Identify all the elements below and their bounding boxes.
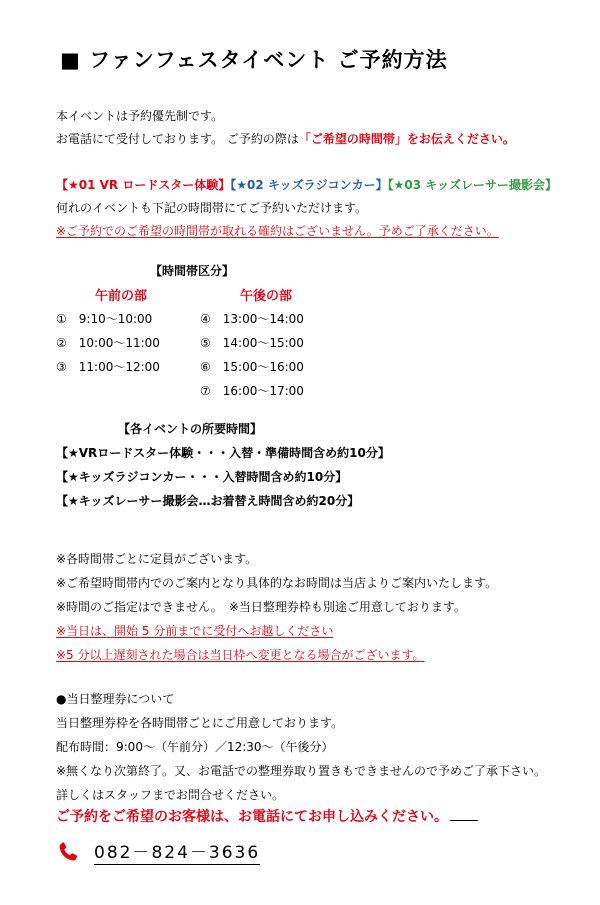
events-note: 何れのイベントも下記の時間帯にてご予約いただけます。 [56,201,368,215]
ticket-line-4: 詳しくはスタッフまでお問合せください。 [56,788,285,802]
event-kids-rc-car: 【★02 キッズラジコンカー】 [230,178,388,192]
events-warning: ※ご予約でのご希望の時間帯が取れる確約はございません。予めご了承ください。 [56,224,499,238]
timeslot-number: ① [56,312,67,326]
underline-blank [450,808,478,821]
timeslot-number: ③ [56,360,67,374]
timeslot-time: 11:00～12:00 [78,360,160,374]
intro-emphasis: 「ご希望の時間帯」をお伝えください。 [298,132,515,146]
note-late: ※5 分以上遅刻された場合は当日枠へ変更となる場合がございます。 [56,648,425,662]
note-capacity: ※各時間帯ごとに定員がございます。 [56,552,258,566]
timeslot-time: 14:00～15:00 [222,336,304,350]
timeslot-time: 9:10～10:00 [78,312,153,326]
duration-item: 【★VRロードスター体験・・・入替・準備時間含め約10分】 [56,446,390,460]
note-arrival: ※当日は、開始 5 分前までに受付へお越しください [56,624,334,638]
note-no-specify: ※時間のご指定はできません。 ※当日整理券枠も別途ご用意しております。 [56,600,466,614]
ticket-heading: ●当日整理券について [56,692,175,706]
timeslot-row [200,382,304,399]
note-guidance: ※ご希望時間帯内でのご案内となり具体的なお時間は当店よりご案内いたします。 [56,576,498,590]
phone-icon [56,840,80,864]
event-list [56,176,557,193]
morning-label: 午前の部 [95,289,148,304]
event-vr-roadster: 【★01 VR ロードスター体験】 [56,178,231,192]
timeslot-number: ④ [200,312,211,326]
intro-line-2 [56,130,515,147]
duration-item: 【★キッズラジコンカー・・・入替時間含め約10分】 [56,470,348,484]
timeslot-row [56,358,160,375]
duration-heading: 【各イベントの所要時間】 [118,422,263,436]
reservation-text: ご予約をご希望のお客様は、お電話にてお申し込みください。 [56,809,448,825]
ticket-line-1: 当日整理券枠を各時間帯ごとにご用意しております。 [56,716,344,730]
timeslot-time: 10:00～11:00 [78,336,160,350]
timeslot-number: ⑤ [200,336,211,350]
ticket-line-3: ※無くなり次第終了。又、お電話での整理券取り置きもできませんので予めご了承下さい。 [56,764,547,778]
page-title: ■ ファンフェスタイベント ご予約方法 [60,48,448,72]
reservation-note [56,806,478,826]
timeslot-time: 13:00～14:00 [222,312,304,326]
duration-item: 【★キッズレーサー撮影会…お着替え時間含め約20分】 [56,494,360,508]
timeslot-row [200,334,304,351]
ticket-distribution-time: 配布時間：9:00～（午前分）／12:30～（午後分） [56,740,334,754]
timeslot-row [200,358,304,375]
timeslot-row [200,310,304,327]
timeslot-number: ⑦ [200,384,211,398]
timeslot-time: 16:00～17:00 [222,384,304,398]
afternoon-label: 午後の部 [240,289,293,304]
timeslot-number: ② [56,336,67,350]
timeslot-row [56,310,152,327]
intro-line-2-text: お電話にて受付しております。 ご予約の際は [56,132,299,146]
timeslot-time: 15:00～16:00 [222,360,304,374]
phone-contact[interactable] [56,838,260,865]
timeslot-heading: 【時間帯区分】 [150,264,235,278]
event-kids-racer-photo: 【★03 キッズレーサー撮影会】 [387,178,558,192]
intro-line-1: 本イベントは予約優先制です。 [56,109,224,123]
timeslot-number: ⑥ [200,360,211,374]
timeslot-row [56,334,160,351]
phone-number: 082－824－3636 [94,838,260,865]
